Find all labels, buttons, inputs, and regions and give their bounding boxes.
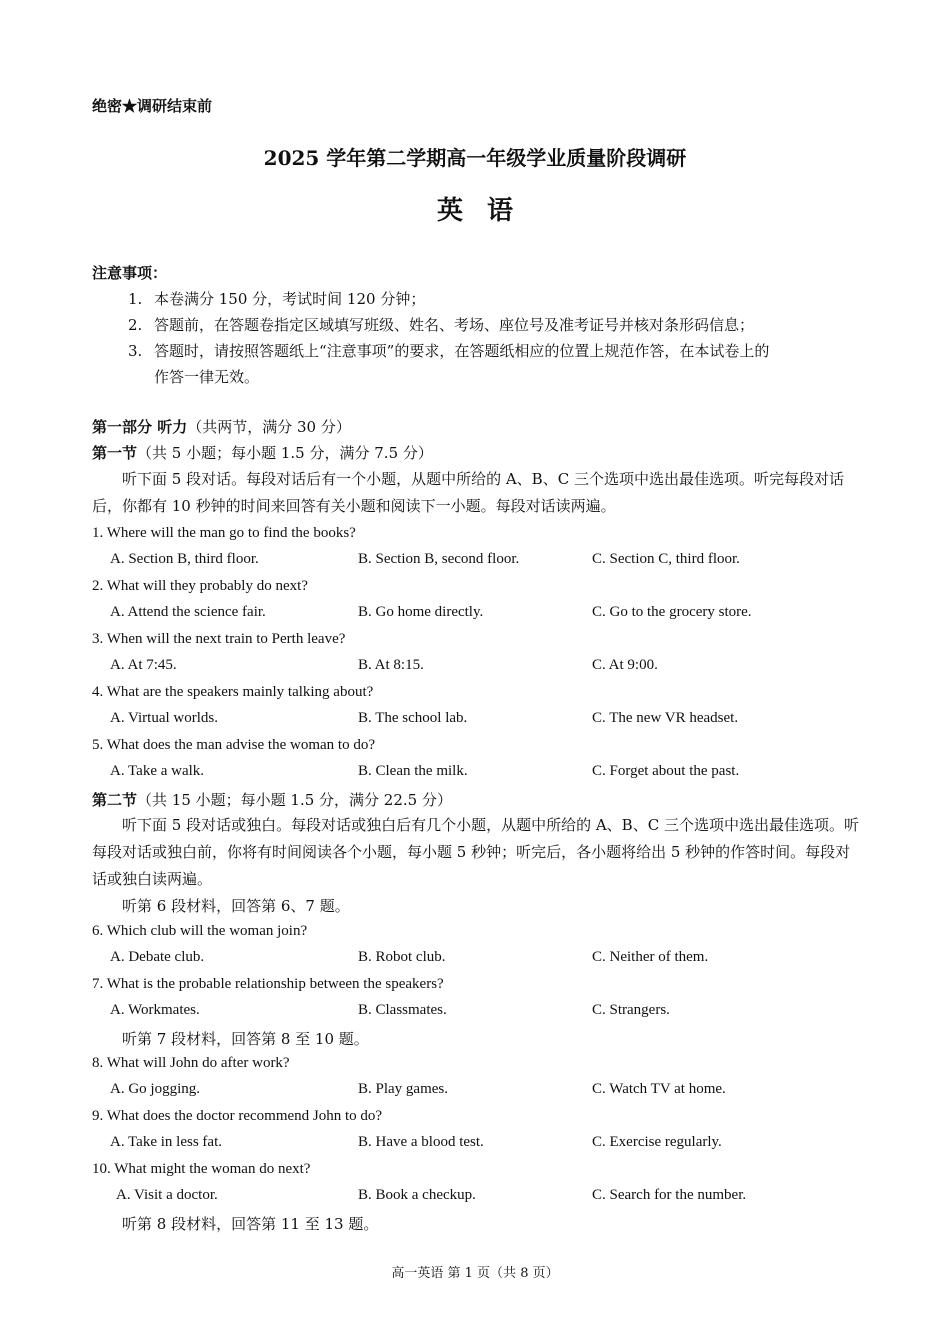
option-c: C. The new VR headset.: [592, 710, 739, 726]
option-b: B. Go home directly.: [358, 604, 484, 620]
section-instructions: 听下面 5 段对话。每段对话后有一个小题，从题中所给的 A、B、C 三个选项中选出最佳选项。听完每段对话后，你都有 10 秒钟的时间来回答有关小题和阅读下一小题。每段对话读两遍。: [92, 470, 844, 515]
option-c: C. Forget about the past.: [592, 763, 740, 779]
question: 2. What will they probably do next?: [92, 578, 308, 594]
option-a: A. Attend the science fair.: [110, 604, 266, 620]
notice-item: 2. 答题前，在答题卷指定区域填写班级、姓名、考场、座位号及准考证号并核对条形码信息；: [128, 316, 755, 334]
question: 5. What does the man advise the woman to do?: [92, 737, 375, 753]
option-a: A. Visit a doctor.: [116, 1187, 218, 1203]
option-b: B. Play games.: [358, 1081, 448, 1097]
option-c: C. Section C, third floor.: [592, 551, 740, 567]
exam-title: 2025 学年第二学期高一年级学业质量阶段调研: [263, 146, 687, 170]
section-heading: 第一节（共 5 小题；每小题 1.5 分，满分 7.5 分）: [92, 444, 433, 462]
part-heading: 第一部分 听力（共两节，满分 30 分）: [92, 418, 351, 436]
question: 1. Where will the man go to find the books?: [92, 525, 356, 541]
option-c: C. Exercise regularly.: [592, 1134, 722, 1150]
option-a: A. Debate club.: [110, 949, 205, 965]
subject-title: 英语: [436, 196, 537, 226]
option-a: A. At 7:45.: [110, 657, 177, 673]
question: 6. Which club will the woman join?: [92, 923, 308, 939]
option-b: B. Robot club.: [358, 949, 446, 965]
question: 9. What does the doctor recommend John to do?: [92, 1108, 383, 1124]
question: 8. What will John do after work?: [92, 1055, 290, 1071]
option-b: B. Classmates.: [358, 1002, 447, 1018]
option-a: A. Take a walk.: [110, 763, 205, 779]
section-heading: 第二节（共 15 小题；每小题 1.5 分，满分 22.5 分）: [92, 791, 452, 809]
option-b: B. At 8:15.: [358, 657, 424, 673]
option-b: B. Book a checkup.: [358, 1187, 476, 1203]
option-c: C. Search for the number.: [592, 1187, 747, 1203]
option-a: A. Virtual worlds.: [110, 710, 218, 726]
option-b: B. Section B, second floor.: [358, 551, 520, 567]
material-intro: 听第 8 段材料，回答第 11 至 13 题。: [122, 1215, 379, 1233]
page-footer: 高一英语 第 1 页（共 8 页）: [391, 1266, 559, 1281]
option-b: B. The school lab.: [358, 710, 468, 726]
option-a: A. Take in less fat.: [110, 1134, 222, 1150]
confidential-mark: 绝密★调研结束前: [92, 97, 213, 115]
notice-item: 3. 答题时，请按照答题纸上“注意事项”的要求，在答题纸相应的位置上规范作答，在本试卷上的: [128, 342, 770, 360]
option-a: A. Go jogging.: [110, 1081, 200, 1097]
option-c: C. Watch TV at home.: [592, 1081, 726, 1097]
option-c: C. Strangers.: [592, 1002, 670, 1018]
notice-item: 1. 本卷满分 150 分，考试时间 120 分钟；: [128, 290, 426, 308]
material-intro: 听第 6 段材料，回答第 6、7 题。: [122, 897, 350, 915]
option-c: C. Go to the grocery store.: [592, 604, 752, 620]
notice-item-continuation: 作答一律无效。: [154, 368, 260, 386]
question: 3. When will the next train to Perth leave?: [92, 631, 346, 647]
notice-heading: 注意事项：: [92, 264, 168, 282]
option-c: C. At 9:00.: [592, 657, 658, 673]
section-instructions: 听下面 5 段对话或独白。每段对话或独白后有几个小题，从题中所给的 A、B、C 三个选项中选出最佳选项。听每段对话或独白前，你将有时间阅读各个小题，每小题 5 秒钟；听完后，各小题将给出 5 秒钟的作答时间。每段对话或独白读两遍。: [92, 816, 859, 888]
option-b: B. Have a blood test.: [358, 1134, 484, 1150]
option-b: B. Clean the milk.: [358, 763, 468, 779]
option-a: A. Workmates.: [110, 1002, 200, 1018]
option-c: C. Neither of them.: [592, 949, 709, 965]
question: 10. What might the woman do next?: [92, 1161, 311, 1177]
question: 4. What are the speakers mainly talking about?: [92, 684, 374, 700]
material-intro: 听第 7 段材料，回答第 8 至 10 题。: [122, 1030, 369, 1048]
option-a: A. Section B, third floor.: [110, 551, 259, 567]
question: 7. What is the probable relationship between the speakers?: [92, 976, 444, 992]
